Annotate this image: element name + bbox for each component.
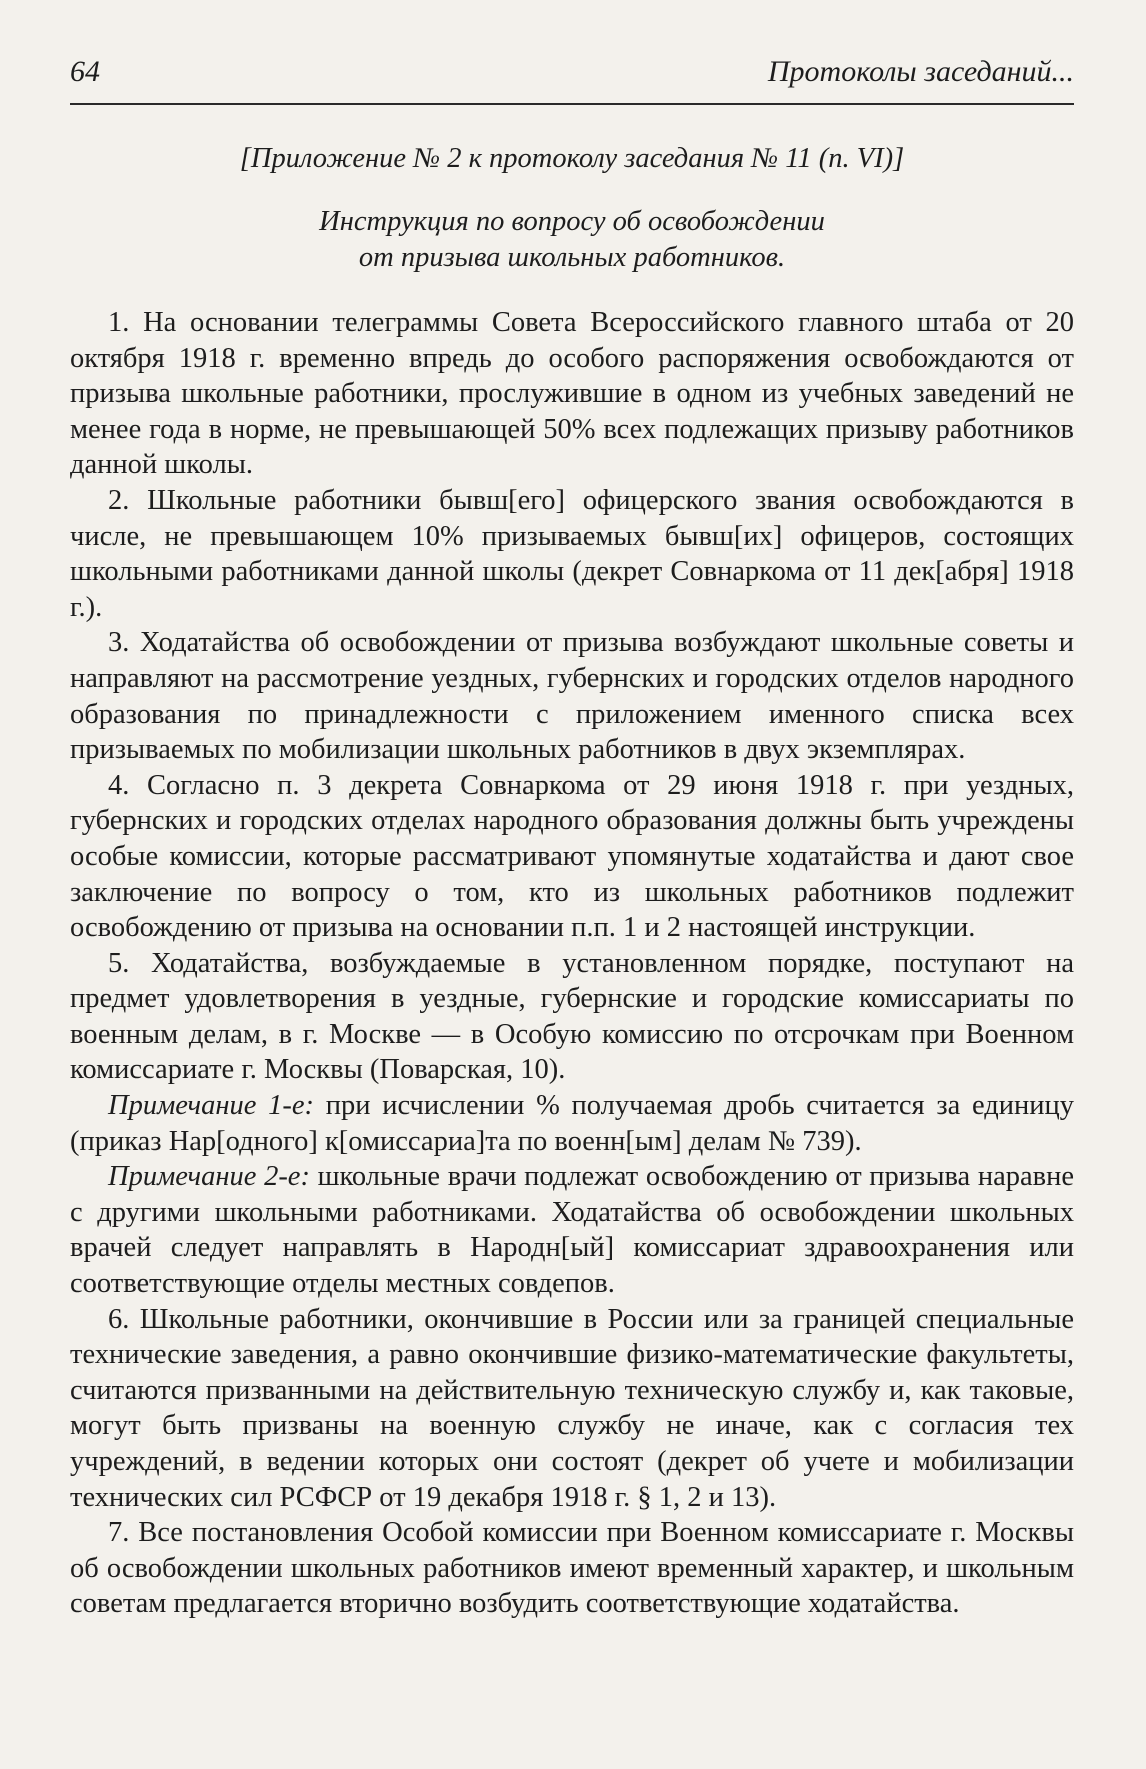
note-1 <box>70 1088 1074 1159</box>
paragraph-6: 6. Школьные работники, окончившие в России или за границей специальные технические заведения, а равно окончившие физико-математические факультеты, считаются призванными на действительную техническую службу и, как таковые, могут быть призваны на военную службу не иначе, как с согласия тех учреждений, в ведении которых они состоят (декрет об учете и мобилизации технических сил РСФСР от 19 декабря 1918 г. § 1, 2 и 13). <box>70 1303 1074 1513</box>
note-2-text: школьные врачи подлежат освобождению от призыва наравне с другими школьными работниками. Ходатайства об освобождении школьных врачей следует направлять в Народн[ый] комиссариат здравоохранения или соответствующие отделы местных совдепов. <box>70 1161 1074 1300</box>
instruction-title-line-1: Инструкция по вопросу об освобождении <box>319 206 825 237</box>
page-number: 64 <box>70 55 100 88</box>
paragraph-1: 1. На основании телеграммы Совета Всероссийского главного штаба от 20 октября 1918 г. временно впредь до особого распоряжения освобождаются от призыва школьные работники, прослужившие в одном из учебных заведений не менее года в норме, не превышающей 50% всех подлежащих призыву работников данной школы. <box>70 307 1074 481</box>
running-head <box>70 52 1074 92</box>
paragraph-3: 3. Ходатайства об освобождении от призыва возбуждают школьные советы и направляют на рассмотрение уездных, губернских и городских отделов народного образования по принадлежности с приложением именного списка всех призываемых по мобилизации школьных работников в двух экземплярах. <box>70 627 1074 766</box>
note-2 <box>70 1159 1074 1301</box>
note-2-label: Примечание 2-е: <box>108 1161 310 1193</box>
paragraph-4: 4. Согласно п. 3 декрета Совнаркома от 29 июня 1918 г. при уездных, губернских и городских отделах народного образования должны быть учреждены особые комиссии, которые рассматривают упомянутые ходатайства и дают свое заключение по вопросу о том, кто из школьных работников подлежит освобождению от призыва на основании п.п. 1 и 2 настоящей инструкции. <box>70 769 1074 944</box>
paragraph-5: 5. Ходатайства, возбуждаемые в установленном порядке, поступают на предмет удовлетворения в уездные, губернские и городские комиссариаты по военным делам, в г. Москве — в Особую комиссию по отсрочкам при Военном комиссариате г. Москвы (Поварская, 10). <box>70 947 1074 1086</box>
note-1-label: Примечание 1-е: <box>108 1090 315 1122</box>
note-1-text: при исчислении % получаемая дробь считается за единицу (приказ Нар[одного] к[омиссариа]та по военн[ым] делам № 739). <box>70 1090 1074 1157</box>
document-page <box>70 0 1074 1769</box>
paragraph-2: 2. Школьные работники бывш[его] офицерского звания освобождаются в числе, не превышающем 10% призываемых бывш[их] офицеров, состоящих школьными работниками данной школы (декрет Совнаркома от 11 дек[абря] 1918 г.). <box>70 484 1074 623</box>
instruction-body <box>70 305 1074 1622</box>
paragraph-7: 7. Все постановления Особой комиссии при Военном комиссариате г. Москвы об освобождении школьных работников имеют временный характер, и школьным советам предлагается вторично возбудить соответствующие ходатайства. <box>70 1517 1074 1620</box>
running-title: Протоколы заседаний... <box>767 55 1074 88</box>
instruction-title-line-2: от призыва школьных работников. <box>358 242 786 273</box>
appendix-title: [Приложение № 2 к протоколу заседания № 11 (п. VI)] <box>239 143 905 174</box>
header-rule <box>70 103 1074 105</box>
title-block <box>70 140 1074 276</box>
